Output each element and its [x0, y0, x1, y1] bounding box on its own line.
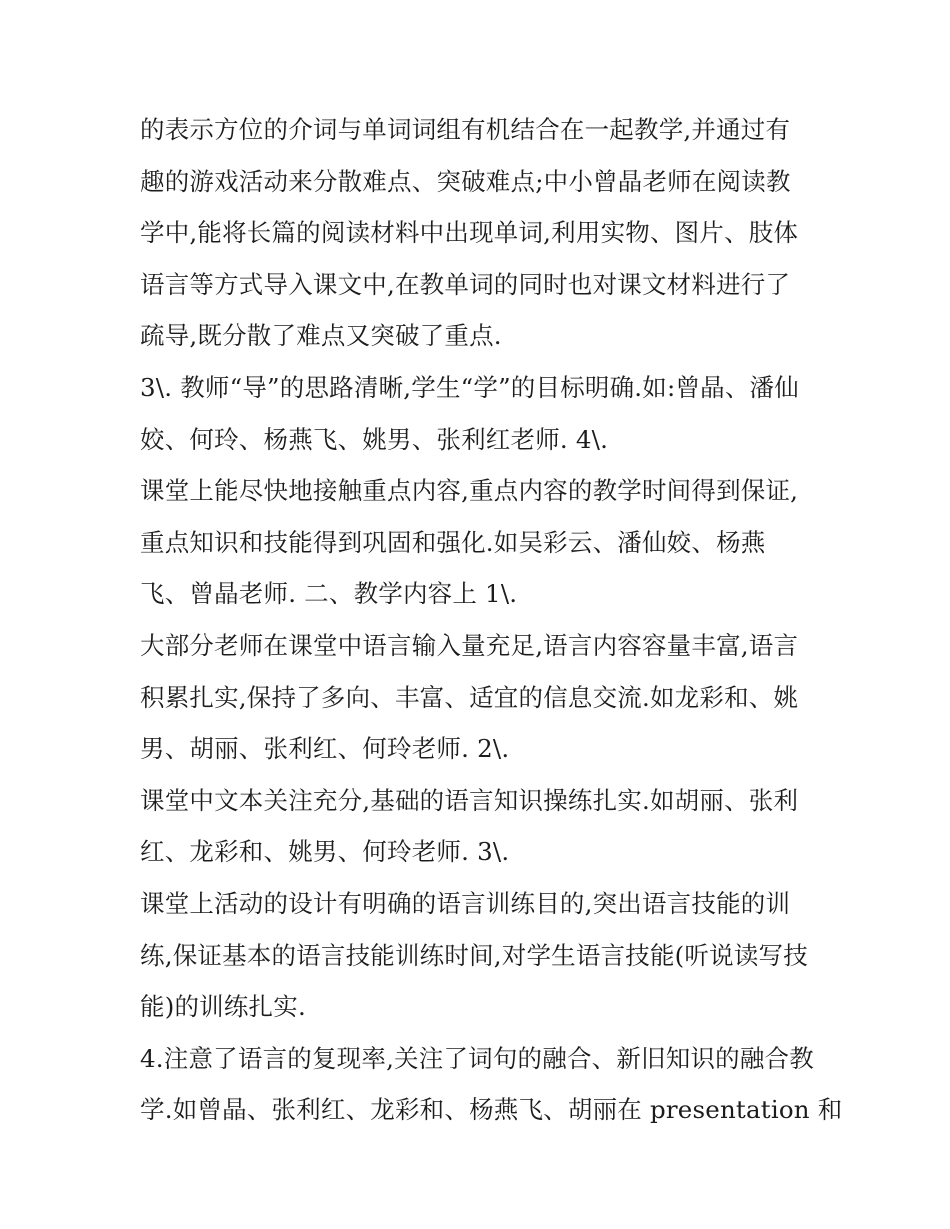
text-line: 男、胡丽、张利红、何玲老师. 2\. — [140, 734, 510, 764]
text-line: 疏导,既分散了难点又突破了重点. — [140, 321, 502, 351]
text-line: 课堂中文本关注充分,基础的语言知识操练扎实.如胡丽、张利 — [140, 785, 799, 815]
text-line: 能)的训练扎实. — [140, 992, 306, 1022]
text-line: 红、龙彩和、姚男、何玲老师. 3\. — [140, 837, 510, 867]
text-line: 姣、何玲、杨燕飞、姚男、张利红老师. 4\. — [140, 424, 609, 454]
text-line: 大部分老师在课堂中语言输入量充足,语言内容容量丰富,语言 — [140, 630, 799, 660]
text-line: 学.如曾晶、张利红、龙彩和、杨燕飞、胡丽在 presentation 和 — [140, 1095, 843, 1125]
text-line: 重点知识和技能得到巩固和强化.如吴彩云、潘仙姣、杨燕 — [140, 527, 766, 557]
text-line: 的表示方位的介词与单词词组有机结合在一起教学,并通过有 — [140, 115, 791, 144]
text-line: 课堂上活动的设计有明确的语言训练目的,突出语言技能的训 — [140, 888, 791, 918]
text-line: 积累扎实,保持了多向、丰富、适宜的信息交流.如龙彩和、姚 — [140, 682, 799, 712]
text-line: 4.注意了语言的复现率,关注了词句的融合、新旧知识的融合教 — [140, 1043, 814, 1073]
document-body — [140, 104, 843, 1136]
text-line: 练,保证基本的语言技能训练时间,对学生语言技能(听说读写技 — [140, 940, 808, 970]
text-line: 语言等方式导入课文中,在教单词的同时也对课文材料进行了 — [140, 269, 791, 299]
text-line: 3\. 教师“导”的思路清晰,学生“学”的目标明确.如:曾晶、潘仙 — [140, 372, 799, 402]
text-line: 学中,能将长篇的阅读材料中出现单词,利用实物、图片、肢体 — [140, 218, 799, 248]
text-line: 课堂上能尽快地接触重点内容,重点内容的教学时间得到保证, — [140, 476, 799, 506]
text-line: 趣的游戏活动来分散难点、突破难点;中小曾晶老师在阅读教 — [140, 166, 791, 196]
text-line: 飞、曾晶老师. 二、教学内容上 1\. — [140, 579, 518, 609]
